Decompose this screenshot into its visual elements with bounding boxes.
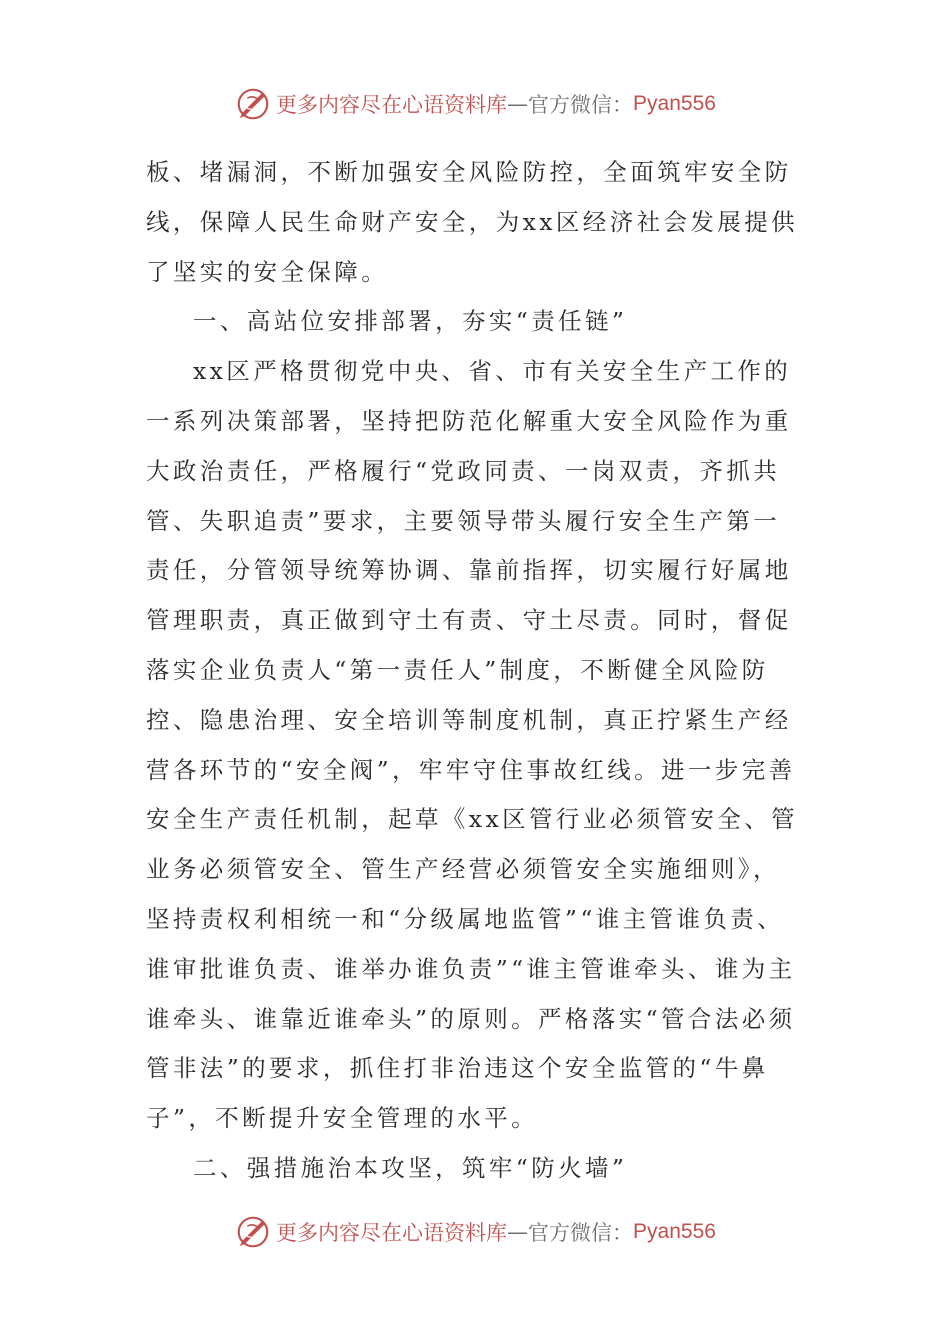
header-watermark-banner [0, 82, 950, 126]
intro-paragraph: 板、堵漏洞，不断加强安全风险防控，全面筑牢安全防线，保障人民生命财产安全，为xx区经济社会发展提供了坚实的安全保障。 [146, 158, 799, 286]
document-body [146, 148, 806, 1194]
banner-dash: — [507, 92, 529, 116]
section-heading-1: 一、高站位安排部署，夯实“责任链” [193, 307, 628, 336]
section-heading-2: 二、强措施治本攻坚，筑牢“防火墙” [193, 1153, 628, 1182]
banner-wechat-label: 官方微信： [528, 93, 634, 117]
banner-dash: — [507, 1220, 529, 1244]
banner-wechat-label: 官方微信： [528, 1221, 634, 1245]
pen-seal-logo-icon [234, 85, 272, 123]
banner-promo-text: 更多内容尽在心语资料库 [276, 93, 508, 117]
banner-wechat-handle: Pyan556 [633, 1220, 716, 1243]
pen-seal-logo-icon [234, 1213, 272, 1251]
banner-wechat-handle: Pyan556 [633, 92, 716, 115]
banner-promo-text: 更多内容尽在心语资料库 [276, 1221, 508, 1245]
footer-watermark-banner [0, 1210, 950, 1254]
section-1-paragraph: xx区严格贯彻党中央、省、市有关安全生产工作的一系列决策部署，坚持把防范化解重大安全风险作为重大政治责任，严格履行“党政同责、一岗双责，齐抓共管、失职追责”要求，主要领导带头履行安全生产第一责任，分管领导统筹协调、靠前指挥，切实履行好属地管理职责，真正做到守土有责、守土尽责。同时，督促落实企业负责人“第一责任人”制度，不断健全风险防控、隐患治理、安全培训等制度机制，真正拧紧生产经营各环节的“安全阀”，牢牢守住事故红线。进一步完善安全生产责任机制，起草《xx区管行业必须管安全、管业务必须管安全、管生产经营必须管安全实施细则》，坚持责权利相统一和“分级属地监管”“谁主管谁负责、谁审批谁负责、谁举办谁负责”“谁主管谁牵头、谁为主谁牵头、谁靠近谁牵头”的原则。严格落实“管合法必须管非法”的要求，抓住打非治违这个安全监管的“牛鼻子”，不断提升安全管理的水平。 [146, 357, 799, 1133]
